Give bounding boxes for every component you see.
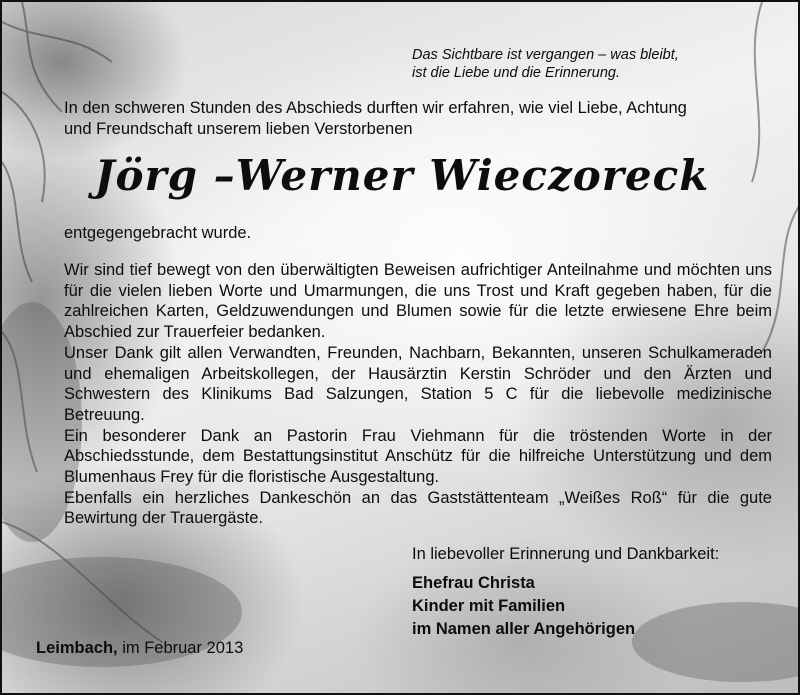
intro-line-2: und Freundschaft unserem lieben Verstorbenen: [64, 120, 413, 138]
epigraph: [412, 46, 742, 82]
after-name-text: entgegengebracht wurde.: [64, 224, 252, 242]
intro-line-1: In den schweren Stunden des Abschieds durften wir erfahren, wie viel Liebe, Achtung: [64, 99, 687, 117]
closing-line: In liebevoller Erinnerung und Dankbarkeit:: [412, 545, 720, 563]
place-date: [36, 638, 243, 659]
paragraph-special-thanks: Ein besonderer Dank an Pastorin Frau Viehmann für die tröstenden Worte in der Abschiedsstunde, dem Bestattungsinstitut Anschütz für die hilfreiche Unterstützung und dem Blumenhaus Frey für die floristische Ausgestaltung.: [64, 426, 772, 487]
signatures: [412, 572, 635, 641]
signature-children: Kinder mit Familien: [412, 597, 566, 615]
signature-relatives: im Namen aller Angehörigen: [412, 620, 636, 638]
paragraph-relatives: Unser Dank gilt allen Verwandten, Freunden, Nachbarn, Bekannten, unseren Schulkameraden und ehemaligen Arbeitskollegen, der Hausärztin Kerstin Schröder und den Ärzten und Schwestern des Klinikums Bad Salzungen, Station 5 C für die liebevolle medizinische Betreuung.: [64, 343, 772, 424]
signature-wife: Ehefrau Christa: [412, 574, 535, 592]
place-name: Leimbach,: [36, 639, 118, 657]
intro-text: [64, 98, 772, 140]
epigraph-line-1: Das Sichtbare ist vergangen – was bleibt,: [412, 47, 679, 63]
paragraph-restaurant: Ebenfalls ein herzliches Dankeschön an das Gaststättenteam „Weißes Roß“ für die gute Bewirtung der Trauergäste.: [64, 488, 772, 528]
date-text: im Februar 2013: [122, 639, 244, 657]
paragraph-condolences: Wir sind tief bewegt von den überwältigten Beweisen aufrichtiger Anteilnahme und möchten uns für die vielen lieben Worte und Umarmungen, die uns Trost und Kraft gegeben haben, für die zahlreichen Karten, Geldzuwendungen und Blumen sowie für die letzte erwiesene Ehre beim Abschied zur Trauerfeier bedanken.: [64, 261, 772, 342]
epigraph-line-2: ist die Liebe und die Erinnerung.: [412, 65, 620, 81]
thanks-body: [64, 260, 772, 529]
deceased-name: Jörg –Werner Wieczoreck: [94, 151, 710, 200]
